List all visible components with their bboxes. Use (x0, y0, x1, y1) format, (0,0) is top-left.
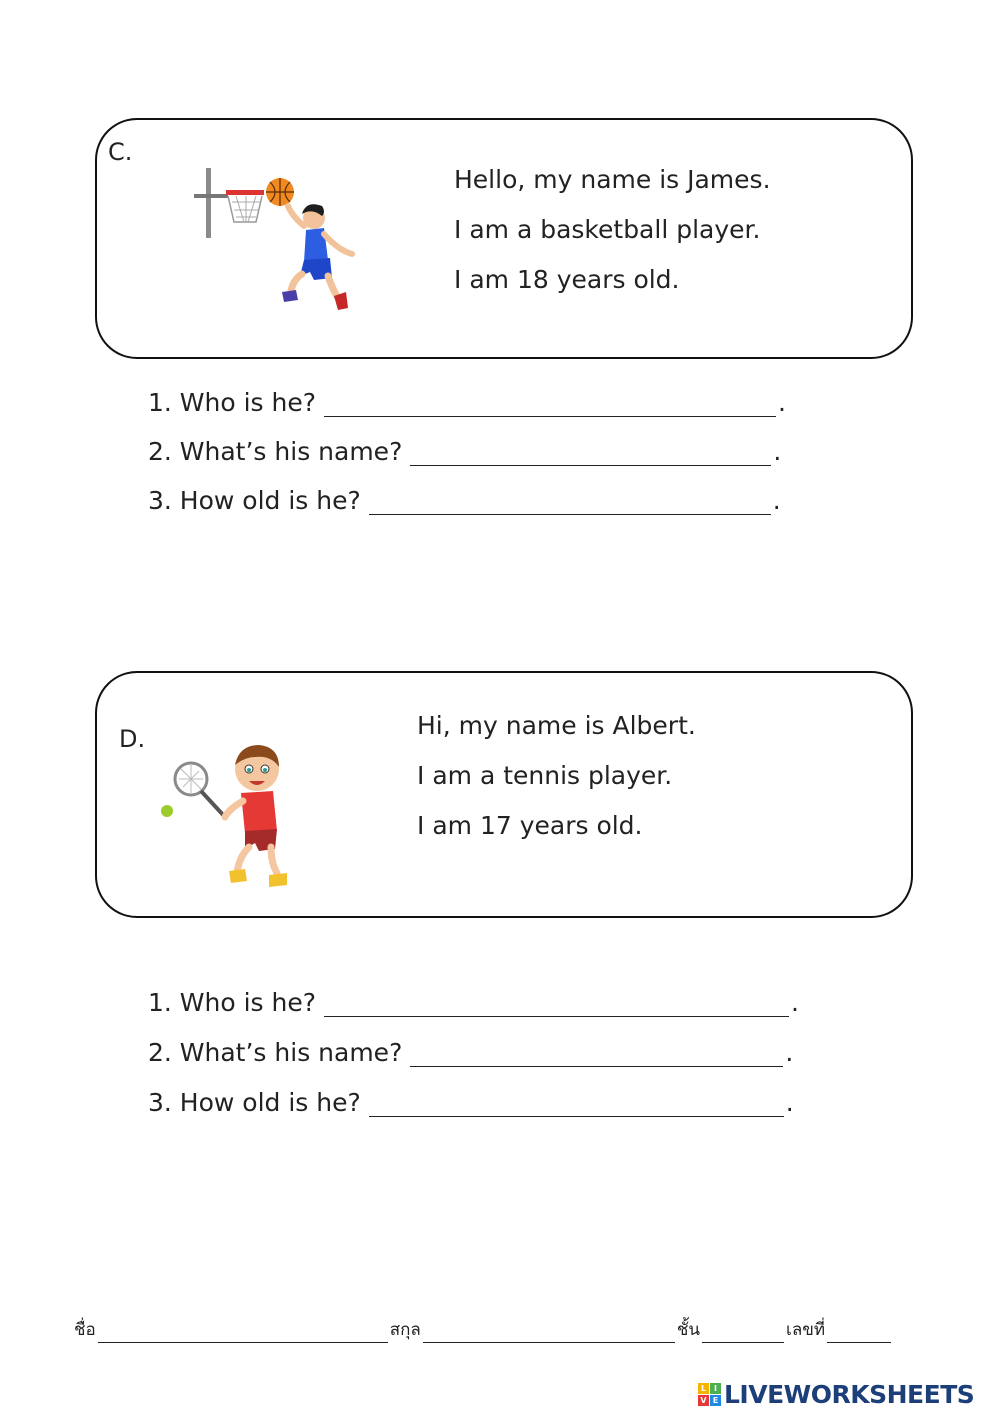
name-label: ชื่อ (74, 1320, 96, 1340)
period: . (772, 486, 781, 515)
liveworksheets-logo (698, 1380, 974, 1409)
question-d-2 (148, 1038, 793, 1067)
number-label: เลขที่ (786, 1320, 826, 1340)
question-label: 2. What’s his name? (148, 1038, 403, 1067)
logo-text: LIVEWORKSHEETS (724, 1380, 975, 1409)
question-d-1 (148, 988, 799, 1017)
logo-mark-letter: V (698, 1395, 709, 1406)
card-letter: C. (108, 138, 133, 166)
period: . (773, 437, 782, 466)
card-d-line-2: I am a tennis player. (417, 761, 673, 790)
card-letter: D. (119, 725, 146, 753)
logo-mark-letter: E (710, 1395, 721, 1406)
number-field[interactable] (827, 1328, 891, 1343)
question-c-3 (148, 486, 781, 515)
question-label: 1. Who is he? (148, 388, 317, 417)
period: . (785, 1038, 794, 1067)
card-c-line-3: I am 18 years old. (454, 265, 680, 294)
name-field[interactable] (98, 1328, 388, 1343)
surname-label: สกุล (389, 1320, 421, 1340)
answer-blank[interactable] (369, 1094, 784, 1117)
card-d-line-1: Hi, my name is Albert. (417, 711, 696, 740)
card-d-line-3: I am 17 years old. (417, 811, 643, 840)
tennis-player-illustration (159, 739, 295, 893)
question-label: 3. How old is he? (148, 486, 361, 515)
class-label: ชั้น (676, 1320, 701, 1340)
period: . (785, 1088, 794, 1117)
card-c-line-1: Hello, my name is James. (454, 165, 771, 194)
answer-blank[interactable] (324, 394, 776, 417)
period: . (778, 388, 786, 417)
question-c-2 (148, 437, 781, 466)
card-d (95, 671, 913, 918)
logo-mark-letter: L (698, 1383, 709, 1394)
period: . (791, 988, 799, 1017)
card-c (95, 118, 913, 359)
question-label: 2. What’s his name? (148, 437, 403, 466)
logo-mark-icon (698, 1383, 721, 1406)
answer-blank[interactable] (410, 443, 771, 466)
basketball-player-illustration (192, 164, 362, 312)
question-d-3 (148, 1088, 794, 1117)
student-info-line (74, 1316, 893, 1343)
answer-blank[interactable] (369, 492, 771, 515)
answer-blank[interactable] (324, 994, 789, 1017)
answer-blank[interactable] (410, 1044, 783, 1067)
question-label: 3. How old is he? (148, 1088, 361, 1117)
surname-field[interactable] (423, 1328, 675, 1343)
question-c-1 (148, 388, 786, 417)
class-field[interactable] (702, 1328, 784, 1343)
question-label: 1. Who is he? (148, 988, 317, 1017)
logo-mark-letter: I (710, 1383, 721, 1394)
card-c-line-2: I am a basketball player. (454, 215, 761, 244)
